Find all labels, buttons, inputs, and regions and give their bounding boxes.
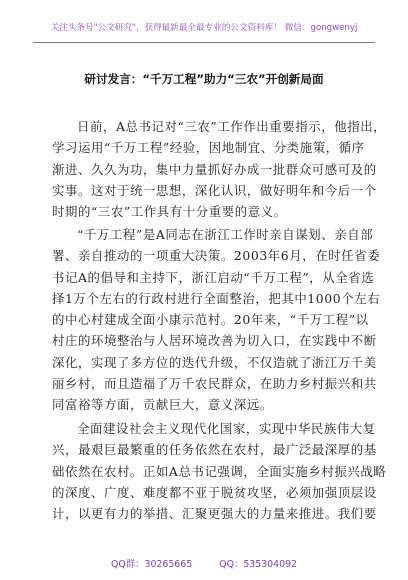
text-line: 实事。这对于统一思想，深化认识，做好明年和今后一个 [52,182,377,198]
text-line: 择1万个左右的行政村进行全面整治，把其中1000个左右 [52,290,381,306]
text-line: 村庄的环境整治与人居环境改善为切入口，在实践中不断 [52,333,377,349]
text-line: 全面建设社会主义现代化国家，实现中华民族伟大复 [77,421,376,436]
header-promo-note: 关注头条号"公文研究"，获得最新最全最专业的公文资料库！ 微信：gongwenyj [50,23,358,33]
text-line: 丽乡村，而且造福了万千农民群众，在助力乡村振兴和共 [52,376,377,392]
text-line: 署、亲自推动的一项重大决策。2003年6月，在时任省委 [52,248,381,264]
text-line: 渐进、久久为功，集中力量抓好办成一批群众可感可及的 [52,161,377,177]
footer-qq-group: QQ群：30265665 [110,559,193,570]
text-line: 的深度、广度、难度都不亚于脱贫攻坚，必须加强顶层设 [52,484,377,500]
footer-qq-number: QQ：535304092 [219,559,298,570]
text-line: 础依然在农村。正如A总书记强调，全面实施乡村振兴战略 [52,463,387,479]
text-line: “千万工程”是A同志在浙江工作时亲自谋划、亲自部 [77,227,374,242]
footer-contact [0,556,408,570]
text-line: 的中心村建成全面小康示范村。20年来，“千万工程”以 [52,312,369,328]
paragraph-3 [52,418,387,524]
text-line: 深化，实现了多方位的迭代升级，不仅造就了浙江万千美 [52,354,377,370]
text-line: 同富裕等方面，贡献巨大，意义深远。 [52,397,273,413]
text-line: 书记A的倡导和主持下，浙江启动“千万工程”，从全省选 [52,269,375,285]
header-divider [33,42,375,43]
paragraph-1 [52,116,387,222]
text-line: 学习运用“千万工程”经验，因地制宜、分类施策，循序 [52,140,365,156]
paragraph-2 [52,224,381,416]
text-line: 计，以更有力的举措、汇聚更强大的力量来推进。我们要 [52,506,377,522]
text-line: 兴，最艰巨最繁重的任务依然在农村，最广泛最深厚的基 [52,442,377,458]
text-line: 时期的“三农”工作具有十分重要的意义。 [52,204,287,220]
text-line: 日前，A总书记对“三农”工作作出重要指示，他指出， [77,119,387,134]
document-title: 研讨发言：“千万工程”助力“三农”开创新局面 [84,72,324,86]
